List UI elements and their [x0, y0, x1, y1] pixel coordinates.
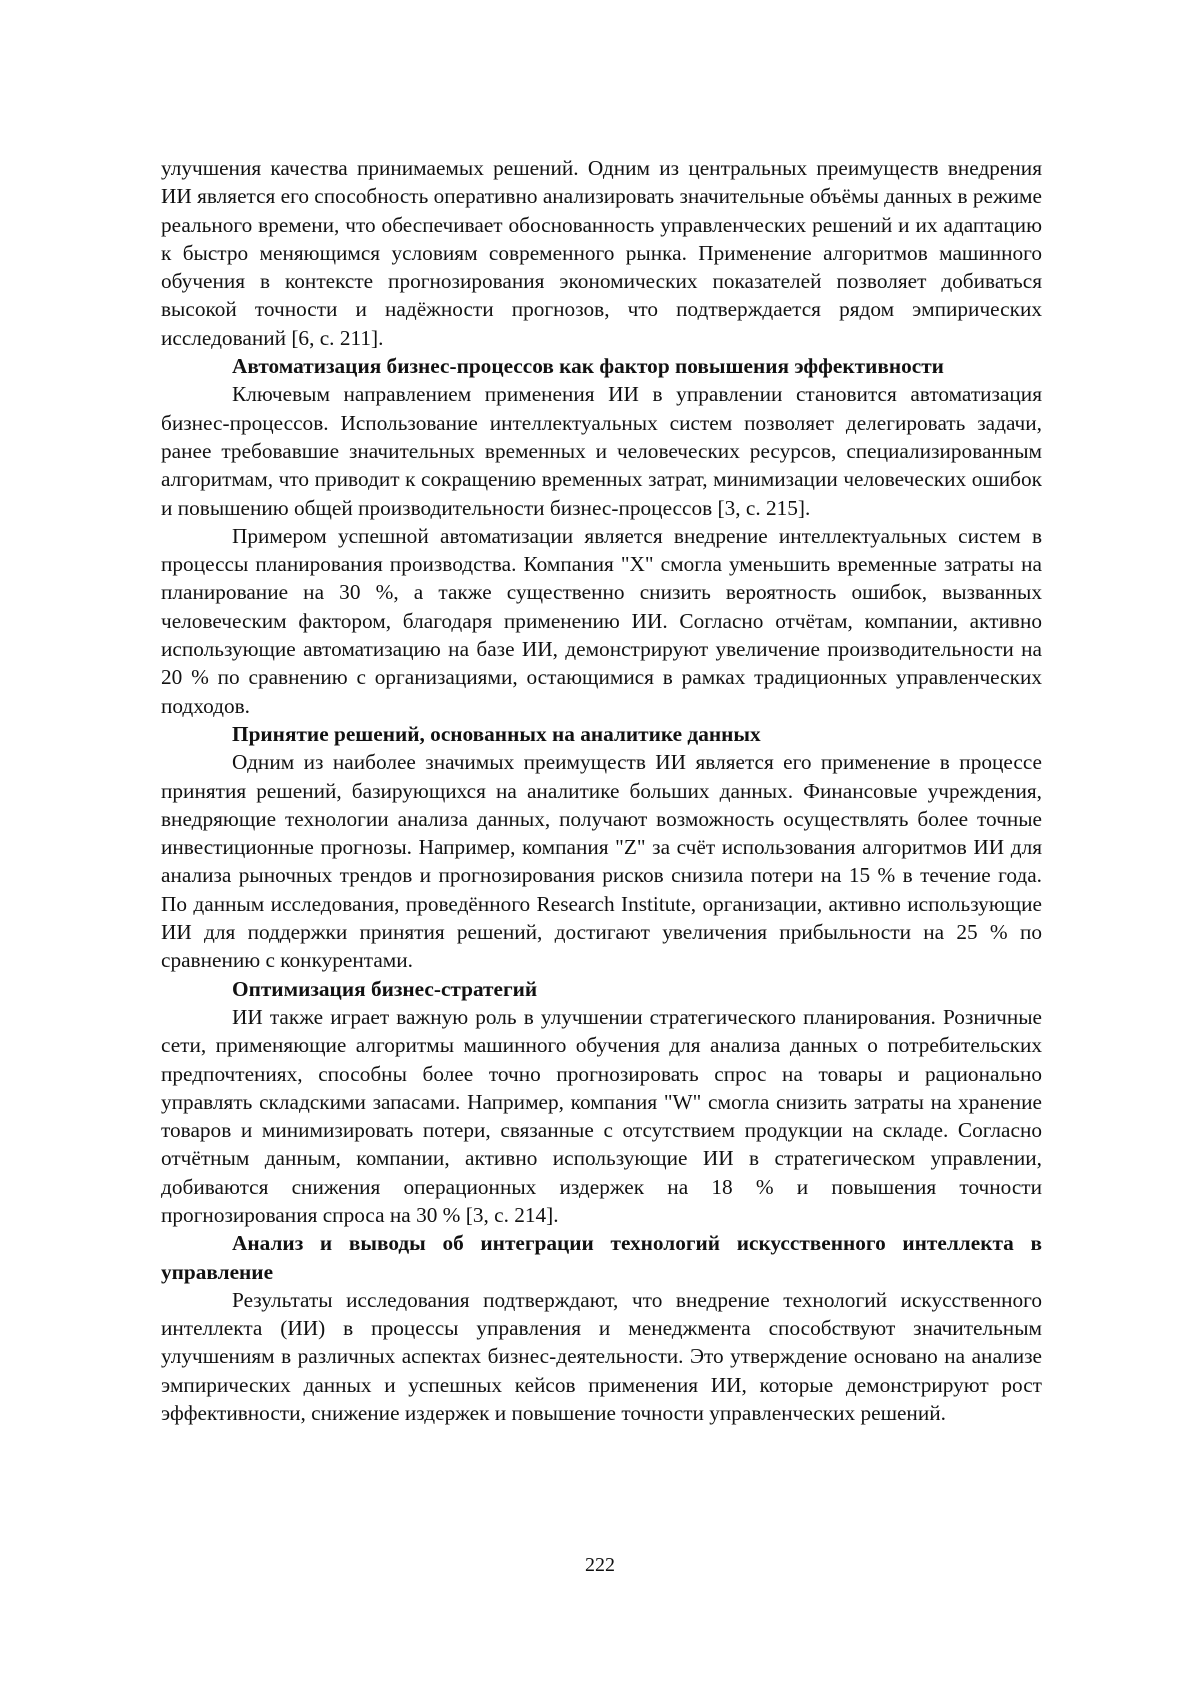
paragraph-automation-2: Примером успешной автоматизации является внедрение интеллектуальных систем в процессы планирования производства. Компания "X" смогла уменьшить временные затраты на планирование на 30 %, а также существенно снизить вероят­ность ошибок, вызванных человеческим фактором, благодаря применению ИИ. Со­гласно отчётам, компании, активно использующие автоматизацию на базе ИИ, демон­стрируют увеличение производительности на 20 % по сравнению с организациями, остающимися в рамках традиционных управленческих подходов. — [161, 522, 1042, 720]
paragraph-automation-1: Ключевым направлением применения ИИ в управлении становится автомати­зация бизнес-процессов. Использование интеллектуальных систем позволяет делеги­ровать задачи, ранее требовавшие значительных временных и человеческих ресурсов, специализированным алгоритмам, что приводит к сокращению временных затрат, минимизации человеческих ошибок и повышению общей производительности биз­нес-процессов [3, с. 215]. — [161, 380, 1042, 521]
section-heading-strategy-optimization: Оптимизация бизнес-стратегий — [161, 975, 1042, 1003]
paragraph-strategy-optimization-1: ИИ также играет важную роль в улучшении стратегического планирования. Розничные сети, применяющие алгоритмы машинного обучения для анализа данных о потребительских предпочтениях, способны более точно прогнозировать спрос на товары и рационально управлять складскими запасами. Например, компания "W" смогла снизить затраты на хранение товаров и минимизировать потери, связанные с отсутствием продукции на складе. Согласно отчётным данным, компании, активно использующие ИИ в стратегическом управлении, добиваются снижения операцион­ных издержек на 18 % и повышения точности прогнозирования спроса на 30 % [3, с. 214]. — [161, 1003, 1042, 1229]
section-heading-automation: Автоматизация бизнес-процессов как фактор повышения эффективности — [161, 352, 1042, 380]
intro-paragraph: улучшения качества принимаемых решений. Одним из центральных преимуществ внедрения ИИ является его способность оперативно анализировать значительные объёмы данных в режиме реального времени, что обеспечивает обоснованность управленческих решений и их адаптацию к быстро меняющимся условиям современ­ного рынка. Применение алгоритмов машинного обучения в контексте прогнози­рования экономических показателей позволяет добиваться высокой точности и надёж­ности прогнозов, что подтверждается рядом эмпирических исследований [6, с. 211]. — [161, 154, 1042, 352]
page-number: 222 — [0, 1553, 1200, 1577]
page-body — [161, 154, 1042, 1427]
section-heading-analysis-conclusions: Анализ и выводы об интеграции технологий искусственного интеллекта в управление — [161, 1229, 1042, 1286]
paragraph-decision-making-1: Одним из наиболее значимых преимуществ ИИ является его применение в процессе принятия решений, базирующихся на аналитике больших данных. Финан­совые учреждения, внедряющие технологии анализа данных, получают возможность осуществлять более точные инвестиционные прогнозы. Например, компания "Z" за счёт использования алгоритмов ИИ для анализа рыночных трендов и прогнозирова­ния рисков снизила потери на 15 % в течение года. По данным исследования, прове­дённого Research Institute, организации, активно использующие ИИ для поддержки принятия решений, достигают увеличения прибыльности на 25 % по сравнению с конкурентами. — [161, 748, 1042, 974]
section-heading-decision-making: Принятие решений, основанных на аналитике данных — [161, 720, 1042, 748]
paragraph-analysis-conclusions-1: Результаты исследования подтверждают, что внедрение технологий искус­ственного интеллекта (ИИ) в процессы управления и менеджмента способствуют зна­чительным улучшениям в различных аспектах бизнес-деятельности. Это утвержде­ние основано на анализе эмпирических данных и успешных кейсов применения ИИ, которые демонстрируют рост эффективности, снижение издержек и повышение точ­ности управленческих решений. — [161, 1286, 1042, 1427]
